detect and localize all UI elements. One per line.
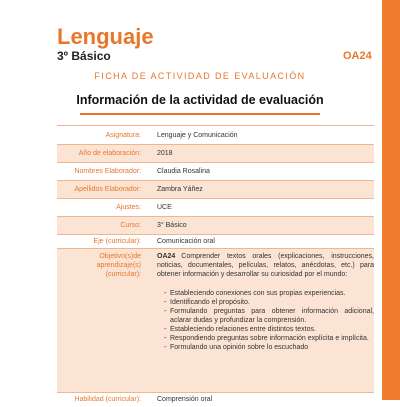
row-habilidad (57, 393, 374, 407)
subject-title: Lenguaje (57, 24, 154, 49)
row-label: Ajustes: (116, 204, 141, 211)
row-asignatura (57, 126, 374, 145)
row-eje (57, 235, 374, 249)
row-value: 3° Básico (157, 222, 187, 229)
row-label: Curso: (120, 222, 141, 229)
row-label: Apellidos Elaborador: (74, 186, 141, 193)
objective-code: OA24 (343, 50, 372, 62)
row-label: Habilidad (curricular): (74, 396, 141, 403)
list-item: - Formulando una opinión sobre lo escuchado (164, 343, 374, 352)
list-item: - Estableciendo conexiones con sus propias experiencias. (164, 289, 374, 298)
row-value: 2018 (157, 150, 173, 157)
row-value: UCE (157, 204, 172, 211)
row-label: Asignatura: (105, 132, 141, 139)
row-curso (57, 217, 374, 235)
objective-inline-code: OA24 (157, 253, 176, 260)
list-item: - Estableciendo relaciones entre distintos textos. (164, 325, 374, 334)
row-value: Comprensión oral (157, 396, 213, 403)
ficha-heading: FICHA DE ACTIVIDAD DE EVALUACIÓN (94, 71, 306, 81)
row-nombres (57, 163, 374, 181)
list-item: - Formulando preguntas para obtener información adicional, aclarar dudas y profundizar la comprensión. (164, 307, 374, 325)
row-label: Eje (curricular): (93, 238, 141, 245)
grade-label: 3º Básico (57, 49, 111, 63)
row-value: Lenguaje y Comunicación (157, 132, 238, 139)
objective-text: OA24 Comprender textos orales (explicaciones, instrucciones, noticias, documentales, películas, relatos, anécdotas, etc.) para obtener información y desarrollar su curiosidad por el mundo: (157, 253, 374, 278)
title-underline (80, 113, 320, 115)
section-title: Información de la actividad de evaluación (76, 93, 324, 107)
row-apellidos (57, 181, 374, 199)
row-label: Nombres Elaborador: (74, 168, 141, 175)
orange-side-bar (382, 0, 400, 400)
row-value: Comunicación oral (157, 238, 215, 245)
row-ano (57, 145, 374, 163)
row-objetivo (57, 249, 374, 393)
row-ajustes (57, 199, 374, 217)
row-value: Claudia Rosalina (157, 168, 210, 175)
indicator-list (164, 289, 374, 352)
list-item: - Identificando el propósito. (164, 298, 374, 307)
row-label: Año de elaboración: (78, 150, 141, 157)
list-item: - Respondiendo preguntas sobre información explícita e implícita. (164, 334, 374, 343)
objective-label: Objetivo(s)de aprendizaje(s) (curricular): (96, 253, 141, 278)
row-value: Zambra Yáñez (157, 186, 203, 193)
